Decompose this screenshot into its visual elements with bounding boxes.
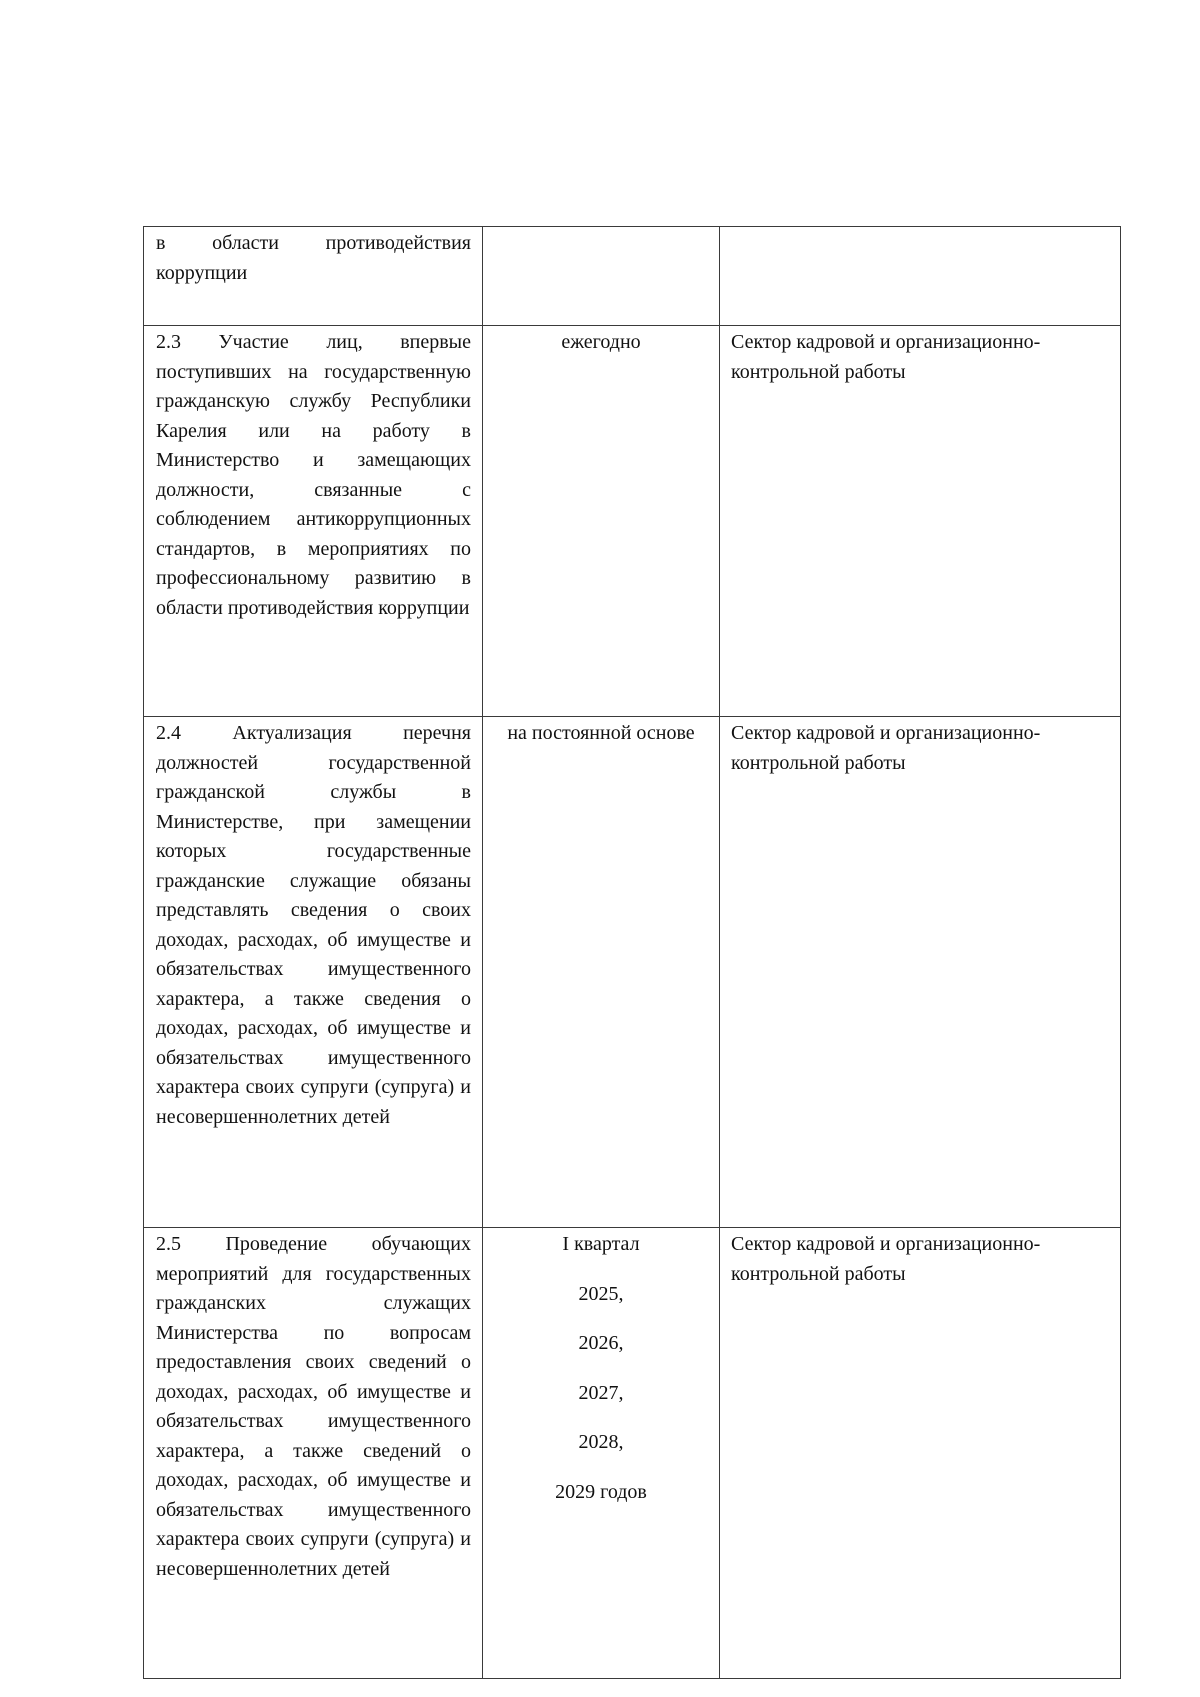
period-line: 2027,: [578, 1381, 624, 1404]
table-row: [144, 227, 1121, 326]
responsible-cell: Сектор кадровой и организационно-контрольной работы: [720, 717, 1121, 1228]
period-line: 2029 годов: [555, 1480, 647, 1503]
period-line: 2028,: [578, 1431, 624, 1453]
responsible-cell: Сектор кадровой и организационно-контрольной работы: [720, 326, 1121, 717]
task-cell: в области противодействия коррупции: [144, 227, 483, 326]
responsible-cell: [720, 227, 1121, 326]
period-cell: ежегодно: [483, 326, 720, 717]
table-row: [144, 326, 1121, 717]
measures-table: [143, 226, 1121, 1679]
period-cell: на постоянной основе: [483, 717, 720, 1228]
period-line: 2025,: [578, 1282, 624, 1305]
table-row: [144, 1228, 1121, 1679]
period-line: 2026,: [578, 1332, 624, 1354]
period-cell: [483, 227, 720, 326]
task-cell: 2.3 Участие лиц, впервые поступивших на государственную гражданскую службу Республики Карелия или на работу в Министерство и замещающих должности, связанные с соблюдением антикоррупционных стандартов, в мероприятиях по профессиональному развитию в области противодействия коррупции: [144, 326, 483, 717]
responsible-cell: Сектор кадровой и организационно-контрольной работы: [720, 1228, 1121, 1679]
table-row: [144, 717, 1121, 1228]
period-cell: [483, 1228, 720, 1679]
task-cell: 2.4 Актуализация перечня должностей государственной гражданской службы в Министерстве, при замещении которых государственные гражданские служащие обязаны представлять сведения о своих доходах, расходах, об имуществе и обязательствах имущественного характера, а также сведения о доходах, расходах, об имуществе и обязательствах имущественного характера своих супруги (супруга) и несовершеннолетних детей: [144, 717, 483, 1228]
task-cell: 2.5 Проведение обучающих мероприятий для государственных гражданских служащих Министерства по вопросам предоставления своих сведений о доходах, расходах, об имуществе и обязательствах имущественного характера, а также сведений о доходах, расходах, об имуществе и обязательствах имущественного характера своих супруги (супруга) и несовершеннолетних детей: [144, 1228, 483, 1679]
period-line: I квартал: [562, 1233, 640, 1255]
